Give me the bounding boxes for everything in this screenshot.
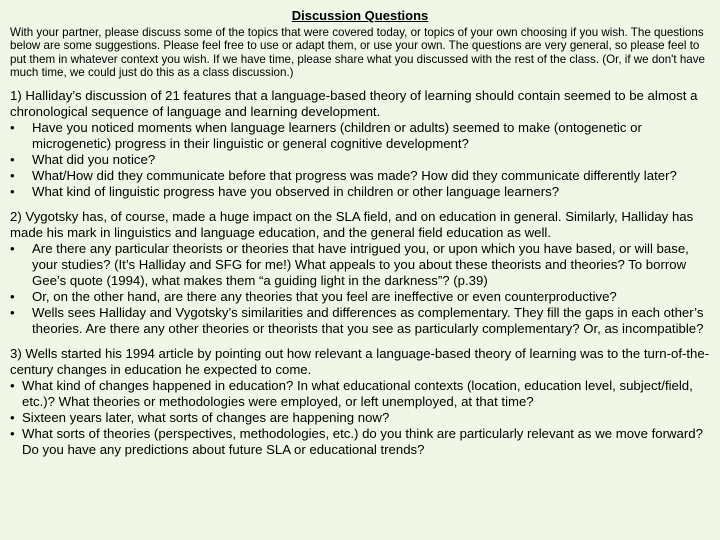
page-title: Discussion Questions — [291, 8, 429, 23]
question-section-2 — [10, 209, 710, 337]
question-lead: 2) Vygotsky has, of course, made a huge impact on the SLA field, and on education in general. Similarly, Halliday has made his mark in linguistics and language education, and the general field education as well. — [10, 209, 694, 241]
bullet-list — [10, 378, 710, 458]
list-item: • Have you noticed moments when language learners (children or adults) seemed to make (ontogenetic or microgenetic) progress in their linguistic or general cognitive development? — [10, 120, 710, 152]
bullet-list — [10, 241, 710, 337]
list-item: • What/How did they communicate before that progress was made? How did they communicate differently later? — [10, 168, 710, 184]
list-item: • What kind of linguistic progress have you observed in children or other language learners? — [10, 184, 710, 200]
list-item: • Wells sees Halliday and Vygotsky’s similarities and differences as complementary. They fill the gaps in each other’s theories. Are there any other theories or theorists that you see as particularly complementary? Or, as incompatible? — [10, 305, 710, 337]
list-item: • Sixteen years later, what sorts of changes are happening now? — [10, 410, 710, 426]
list-item: • Or, on the other hand, are there any theories that you feel are ineffective or even counterproductive? — [10, 289, 710, 305]
question-section-3 — [10, 346, 710, 458]
question-lead: 3) Wells started his 1994 article by pointing out how relevant a language-based theory of learning was to the turn-of-the-century changes in education he expected to come. — [10, 346, 710, 378]
list-item: • What sorts of theories (perspectives, methodologies, etc.) do you think are particularly relevant as we move forward? Do you have any predictions about future SLA or educational trends? — [10, 426, 710, 458]
intro-paragraph: With your partner, please discuss some of the topics that were covered today, or topics of your own choosing if you wish. The questions below are some suggestions. Please feel free to use or adapt them, or use your own. The questions are very general, so please feel to put them in whatever context you wish. If we have time, please share what you discussed with the rest of the class. (Or, if we don't have much time, we could just do this as a class discussion.) — [10, 26, 705, 79]
list-item: • What kind of changes happened in education? In what educational contexts (location, education level, subject/field, etc.)? What theories or methodologies were employed, or left unemployed, at that time? — [10, 378, 710, 410]
list-item: • What did you notice? — [10, 152, 710, 168]
list-item: • Are there any particular theorists or theories that have intrigued you, or upon which you have based, or will base, your studies? (It’s Halliday and SFG for me!) What appeals to you about these theorists and theories? To borrow Gee’s quote (1994), what makes them “a guiding light in the darkness”? (p.39) — [10, 241, 710, 289]
bullet-list — [10, 120, 710, 200]
question-section-1 — [10, 88, 710, 200]
question-lead: 1) Halliday’s discussion of 21 features that a language-based theory of learning should contain seemed to be almost a chronological sequence of language and learning development. — [10, 88, 698, 120]
